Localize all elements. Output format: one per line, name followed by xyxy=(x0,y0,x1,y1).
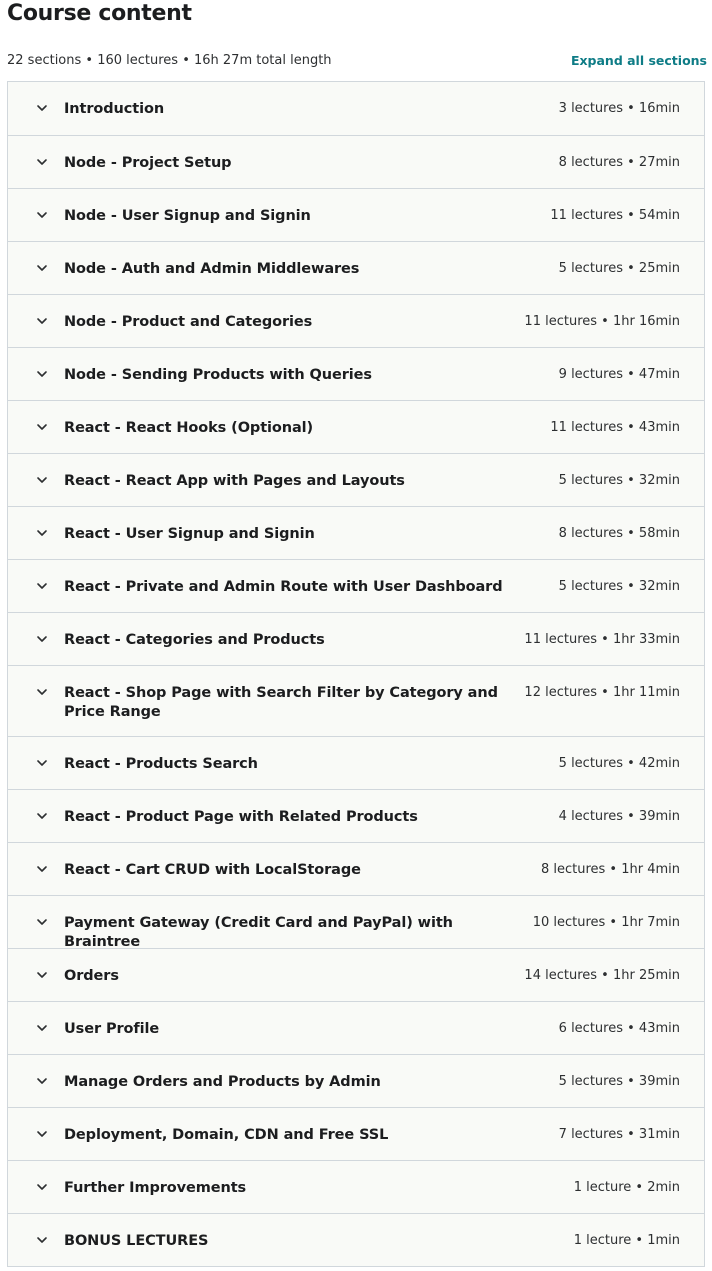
chevron-down-icon[interactable] xyxy=(35,101,49,115)
chevron-down-icon[interactable] xyxy=(35,968,49,982)
section-row[interactable] xyxy=(8,1160,704,1213)
chevron-down-icon[interactable] xyxy=(35,632,49,646)
section-meta: 11 lectures • 43min xyxy=(550,420,680,435)
section-meta: 7 lectures • 31min xyxy=(558,1127,680,1142)
course-summary: 22 sections • 160 lectures • 16h 27m total length xyxy=(7,53,332,68)
section-row[interactable] xyxy=(8,453,704,506)
section-row[interactable] xyxy=(8,948,704,1001)
section-meta: 5 lectures • 39min xyxy=(558,1074,680,1089)
page-title: Course content xyxy=(7,1,192,26)
chevron-down-icon[interactable] xyxy=(35,208,49,222)
section-meta: 11 lectures • 54min xyxy=(550,208,680,223)
sections-list xyxy=(7,81,705,1267)
section-meta: 5 lectures • 32min xyxy=(558,579,680,594)
section-meta: 5 lectures • 32min xyxy=(558,473,680,488)
section-row[interactable] xyxy=(8,135,704,188)
chevron-down-icon[interactable] xyxy=(35,756,49,770)
section-row[interactable] xyxy=(8,241,704,294)
section-title[interactable]: Orders xyxy=(64,968,119,984)
section-title[interactable]: Introduction xyxy=(64,101,165,117)
chevron-down-icon[interactable] xyxy=(35,1074,49,1088)
section-title[interactable]: BONUS LECTURES xyxy=(64,1233,209,1249)
chevron-down-icon[interactable] xyxy=(35,915,49,929)
chevron-down-icon[interactable] xyxy=(35,367,49,381)
section-meta: 5 lectures • 25min xyxy=(558,261,680,276)
section-row[interactable] xyxy=(8,842,704,895)
section-meta: 1 lecture • 1min xyxy=(573,1233,680,1248)
section-row[interactable] xyxy=(8,1107,704,1160)
chevron-down-icon[interactable] xyxy=(35,155,49,169)
section-meta: 11 lectures • 1hr 33min xyxy=(524,632,680,647)
chevron-down-icon[interactable] xyxy=(35,685,49,699)
section-title[interactable]: Node - Sending Products with Queries xyxy=(64,367,372,383)
section-meta: 5 lectures • 42min xyxy=(558,756,680,771)
section-title[interactable]: User Profile xyxy=(64,1021,160,1037)
section-row[interactable] xyxy=(8,789,704,842)
chevron-down-icon[interactable] xyxy=(35,1127,49,1141)
chevron-down-icon[interactable] xyxy=(35,862,49,876)
chevron-down-icon[interactable] xyxy=(35,579,49,593)
section-row[interactable] xyxy=(8,559,704,612)
section-row[interactable] xyxy=(8,347,704,400)
chevron-down-icon[interactable] xyxy=(35,473,49,487)
section-title[interactable]: Payment Gateway (Credit Card and PayPal) with Braintree xyxy=(64,915,453,950)
section-title[interactable]: React - User Signup and Signin xyxy=(64,526,315,542)
section-meta: 1 lecture • 2min xyxy=(573,1180,680,1195)
section-meta: 8 lectures • 27min xyxy=(558,155,680,170)
section-meta: 10 lectures • 1hr 7min xyxy=(532,915,680,930)
section-row[interactable] xyxy=(8,612,704,665)
section-row[interactable] xyxy=(8,400,704,453)
section-title[interactable]: React - Private and Admin Route with User Dashboard xyxy=(64,579,503,595)
section-title[interactable]: Node - User Signup and Signin xyxy=(64,208,311,224)
section-title[interactable]: React - Cart CRUD with LocalStorage xyxy=(64,862,361,878)
section-row[interactable] xyxy=(8,1001,704,1054)
chevron-down-icon[interactable] xyxy=(35,420,49,434)
section-meta: 4 lectures • 39min xyxy=(558,809,680,824)
section-meta: 8 lectures • 1hr 4min xyxy=(540,862,680,877)
chevron-down-icon[interactable] xyxy=(35,1180,49,1194)
section-title[interactable]: Manage Orders and Products by Admin xyxy=(64,1074,381,1090)
section-title[interactable]: Node - Product and Categories xyxy=(64,314,313,330)
section-meta: 14 lectures • 1hr 25min xyxy=(524,968,680,983)
section-row[interactable] xyxy=(8,506,704,559)
section-title[interactable]: React - React Hooks (Optional) xyxy=(64,420,314,436)
section-meta: 8 lectures • 58min xyxy=(558,526,680,541)
section-meta: 9 lectures • 47min xyxy=(558,367,680,382)
section-row[interactable] xyxy=(8,82,704,135)
section-meta: 3 lectures • 16min xyxy=(558,101,680,116)
section-row[interactable] xyxy=(8,1213,704,1266)
section-title[interactable]: Further Improvements xyxy=(64,1180,247,1196)
section-row[interactable] xyxy=(8,665,704,736)
section-row[interactable] xyxy=(8,895,704,948)
chevron-down-icon[interactable] xyxy=(35,526,49,540)
chevron-down-icon[interactable] xyxy=(35,809,49,823)
section-title[interactable]: React - Shop Page with Search Filter by Category and Price Range xyxy=(64,685,498,720)
chevron-down-icon[interactable] xyxy=(35,1233,49,1247)
section-meta: 11 lectures • 1hr 16min xyxy=(524,314,680,329)
expand-all-sections-button[interactable]: Expand all sections xyxy=(570,53,707,68)
section-title[interactable]: Deployment, Domain, CDN and Free SSL xyxy=(64,1127,389,1143)
section-row[interactable] xyxy=(8,736,704,789)
section-title[interactable]: React - Product Page with Related Products xyxy=(64,809,418,825)
section-title[interactable]: React - Products Search xyxy=(64,756,258,772)
section-title[interactable]: React - Categories and Products xyxy=(64,632,325,648)
chevron-down-icon[interactable] xyxy=(35,1021,49,1035)
section-meta: 6 lectures • 43min xyxy=(558,1021,680,1036)
section-title[interactable]: Node - Auth and Admin Middlewares xyxy=(64,261,360,277)
section-title[interactable]: React - React App with Pages and Layouts xyxy=(64,473,405,489)
section-meta: 12 lectures • 1hr 11min xyxy=(524,685,680,700)
section-row[interactable] xyxy=(8,294,704,347)
chevron-down-icon[interactable] xyxy=(35,314,49,328)
section-row[interactable] xyxy=(8,1054,704,1107)
chevron-down-icon[interactable] xyxy=(35,261,49,275)
section-title[interactable]: Node - Project Setup xyxy=(64,155,232,171)
section-row[interactable] xyxy=(8,188,704,241)
